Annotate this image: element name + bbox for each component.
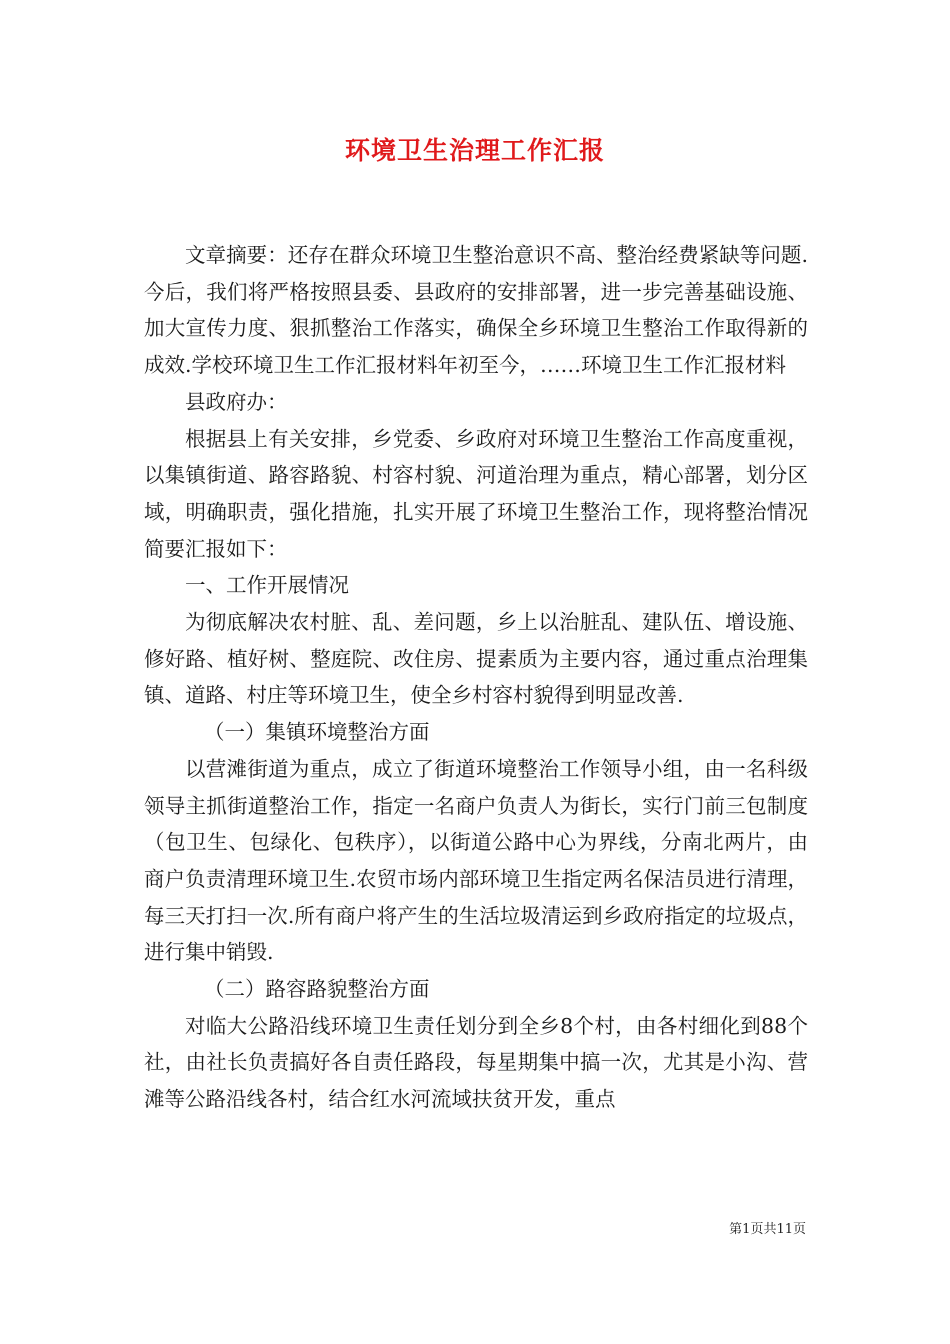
subsection-heading: （二）路容路貌整治方面 [204, 977, 430, 1002]
page-number-footer: 第1页共11页 [729, 1222, 806, 1237]
body-paragraph: 以营滩街道为重点，成立了街道环境整治工作领导小组，由一名科级领导主抓街道整治工作，指定一名商户负责人为街长，实行门前三包制度（包卫生、包绿化、包秩序），以街道公路中心为界线，分南北两片，由商户负责清理环境卫生.农贸市场内部环境卫生指定两名保洁员进行清理，每三天打扫一次.所有商户将产生的生活垃圾清运到乡政府指定的垃圾点，进行集中销毁. [144, 756, 808, 965]
document-title: 环境卫生治理工作汇报 [344, 136, 605, 165]
section-heading: 一、工作开展情况 [185, 573, 349, 598]
body-paragraph: 对临大公路沿线环境卫生责任划分到全乡8个村，由各村细化到88个社，由社长负责搞好各自责任路段，每星期集中搞一次，尤其是小沟、营滩等公路沿线各村，结合红水河流域扶贫开发，重点 [144, 1013, 808, 1112]
intro-paragraph: 根据县上有关安排，乡党委、乡政府对环境卫生整治工作高度重视，以集镇街道、路容路貌、村容村貌、河道治理为重点，精心部署，划分区域，明确职责，强化措施，扎实开展了环境卫生整治工作，现将整治情况简要汇报如下： [144, 426, 808, 561]
addressee-line: 县政府办： [185, 389, 288, 414]
body-paragraph: 为彻底解决农村脏、乱、差问题，乡上以治脏乱、建队伍、增设施、修好路、植好树、整庭院、改住房、提素质为主要内容，通过重点治理集镇、道路、村庄等环境卫生，使全乡村容村貌得到明显改善. [144, 610, 808, 708]
abstract-paragraph: 文章摘要：还存在群众环境卫生整治意识不高、整治经费紧缺等问题.今后，我们将严格按照县委、县政府的安排部署，进一步完善基础设施、加大宣传力度、狠抓整治工作落实，确保全乡环境卫生整治工作取得新的成效.学校环境卫生工作汇报材料年初至今，……环境卫生工作汇报材料 [144, 243, 808, 378]
document-body [144, 237, 808, 1118]
subsection-heading: （一）集镇环境整治方面 [204, 720, 430, 745]
